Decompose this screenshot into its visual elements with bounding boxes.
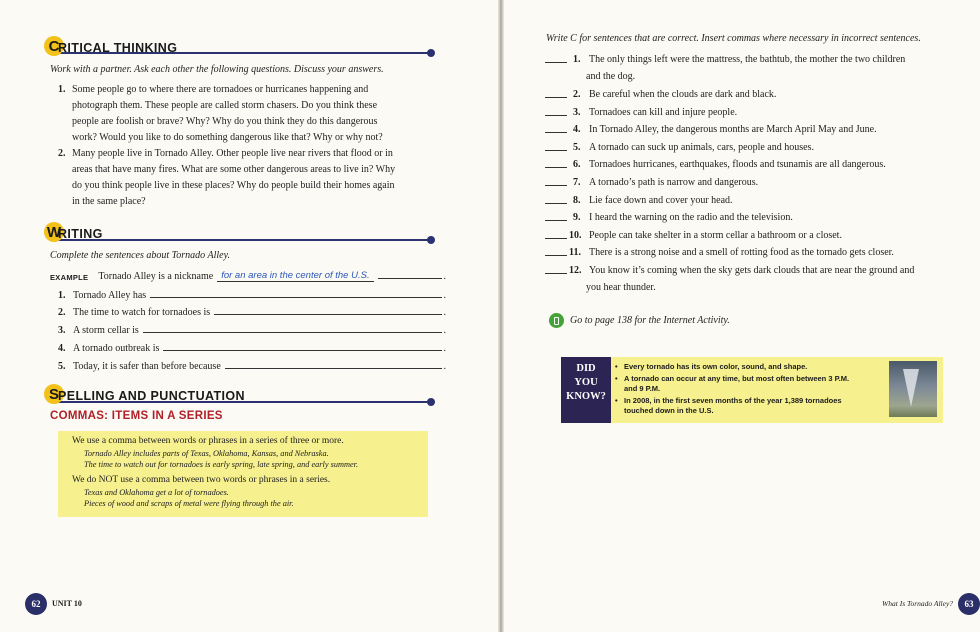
answer-line[interactable] — [225, 368, 442, 369]
item-number: 5. — [573, 142, 581, 153]
question-1 — [58, 82, 452, 146]
item-text: I heard the warning on the radio and the television. — [589, 212, 793, 223]
sentence-item-5 — [545, 139, 950, 157]
section-rule — [52, 239, 432, 241]
writing-heading — [44, 222, 103, 242]
answer-blank[interactable] — [545, 192, 567, 204]
sentence-item-3 — [545, 104, 950, 122]
question-line: areas that have many fires. What are some other dangerous areas to live in? Why — [72, 164, 396, 175]
answer-blank[interactable] — [545, 139, 567, 151]
spelling-heading — [44, 384, 245, 404]
fact-item: • Every tornado has its own color, sound, and shape. — [624, 362, 864, 372]
item-number: 7. — [573, 177, 581, 188]
example-answer: for an area in the center of the U.S. — [217, 270, 373, 282]
question-line: photograph them. These people are called storm chasers. Do you think these — [72, 100, 378, 111]
item-number: 4. — [573, 124, 581, 135]
sentence-item-12 — [545, 262, 950, 280]
right-instruction: Write C for sentences that are correct. Insert commas where necessary in incorrect sentences. — [546, 33, 921, 44]
chapter-footer: What Is Tornado Alley? — [882, 599, 954, 608]
rule-example: Tornado Alley includes parts of Texas, Oklahoma, Kansas, and Nebraska. — [84, 449, 329, 458]
answer-line[interactable] — [163, 350, 441, 351]
sentence-item-10 — [545, 227, 950, 245]
item-continuation: you hear thunder. — [586, 282, 656, 293]
writing-item-5: 5. Today, it is safer than before because . — [58, 361, 446, 372]
item-number: 9. — [573, 212, 581, 223]
question-line: Many people live in Tornado Alley. Other people live near rivers that flood or in — [72, 148, 393, 159]
item-number: 8. — [573, 195, 581, 206]
item-text: The time to watch for tornadoes is — [73, 307, 211, 318]
item-text: Today, it is safer than before because — [73, 361, 221, 372]
rule-text: We use a comma between words or phrases in a series of three or more. — [72, 436, 344, 446]
sentence-item-6 — [545, 156, 950, 174]
sentence-item-2 — [545, 86, 950, 104]
item-continuation: and the dog. — [586, 71, 636, 82]
item-text: Be careful when the clouds are dark and black. — [589, 89, 777, 100]
did-you-know-line: DID — [576, 363, 596, 374]
book-gutter — [498, 0, 504, 632]
item-number: 1. — [573, 54, 581, 65]
heading-initial: W — [44, 222, 64, 242]
answer-blank[interactable] — [545, 51, 567, 63]
item-number: 4. — [58, 343, 66, 354]
question-2 — [58, 146, 452, 210]
heading-text: PELLING AND PUNCTUATION — [58, 389, 245, 403]
rule-text: We do NOT use a comma between two words or phrases in a series. — [72, 475, 331, 485]
answer-blank[interactable] — [545, 209, 567, 221]
heading-initial: S — [44, 384, 64, 404]
answer-blank[interactable] — [545, 244, 567, 256]
item-text: People can take shelter in a storm cellar a bathroom or a closet. — [589, 230, 842, 241]
item-text: A storm cellar is — [73, 325, 139, 336]
item-text: You know it’s coming when the sky gets dark clouds that are near the ground and — [589, 265, 915, 276]
item-number: 11. — [569, 247, 581, 258]
answer-blank[interactable] — [545, 86, 567, 98]
item-text: A tornado outbreak is — [73, 343, 160, 354]
question-line: do you think people live in these places? Why do people build their homes again — [72, 180, 395, 191]
item-number: 12. — [569, 265, 582, 276]
example-label: EXAMPLE — [50, 273, 89, 282]
question-line: Some people go to where there are tornadoes or hurricanes happening and — [72, 84, 369, 95]
did-you-know-label — [561, 357, 611, 423]
item-number: 5. — [58, 361, 66, 372]
question-line: in the same place? — [72, 196, 146, 207]
sentence-item-11 — [545, 244, 950, 262]
heading-initial: C — [44, 36, 64, 56]
question-line: people are foolish or brave? Why? Why do you think they do this dangerous — [72, 116, 378, 127]
item-number: 2. — [58, 307, 66, 318]
answer-line[interactable] — [214, 314, 441, 315]
heading-text: RITICAL THINKING — [58, 41, 178, 55]
writing-item-2: 2. The time to watch for tornadoes is . — [58, 307, 446, 318]
unit-footer: UNIT 10 — [52, 599, 82, 608]
rule-example: Texas and Oklahoma get a lot of tornadoes. — [84, 488, 229, 497]
fact-item: • In 2008, in the first seven months of the year 1,389 tornadoes touched down in the U.S. — [624, 396, 864, 415]
answer-blank[interactable] — [545, 156, 567, 168]
item-number: 3. — [573, 107, 581, 118]
tornado-photo — [889, 361, 937, 417]
internet-activity-text: Go to page 138 for the Internet Activity. — [570, 315, 730, 326]
writing-item-4: 4. A tornado outbreak is . — [58, 343, 446, 354]
item-number: 2. — [573, 89, 581, 100]
answer-line[interactable] — [143, 332, 442, 333]
answer-blank[interactable] — [545, 121, 567, 133]
answer-blank[interactable] — [545, 174, 567, 186]
item-text: There is a strong noise and a smell of rotting food as the tornado gets closer. — [589, 247, 894, 258]
answer-line[interactable] — [150, 297, 441, 298]
item-text: Tornado Alley has — [73, 290, 147, 301]
writing-item-1: 1. Tornado Alley has . — [58, 290, 446, 301]
writing-instruction: Complete the sentences about Tornado Alley. — [50, 250, 230, 261]
item-text: Tornadoes hurricanes, earthquakes, floods and tsunamis are all dangerous. — [589, 159, 886, 170]
item-text: In Tornado Alley, the dangerous months are March April May and June. — [589, 124, 877, 135]
writing-item-3: 3. A storm cellar is . — [58, 325, 446, 336]
fact-item: • A tornado can occur at any time, but most often between 3 P.M. and 9 P.M. — [624, 374, 864, 393]
question-number: 2. — [58, 148, 66, 159]
heading-text: RITING — [58, 227, 103, 241]
item-text: The only things left were the mattress, the bathtub, the mother the two children — [589, 54, 906, 65]
item-number: 3. — [58, 325, 66, 336]
did-you-know-line: KNOW? — [566, 391, 606, 402]
question-number: 1. — [58, 84, 66, 95]
example-row: EXAMPLE Tornado Alley is a nickname for an area in the center of the U.S. . — [50, 270, 446, 282]
did-you-know-line: YOU — [574, 377, 598, 388]
example-text: Tornado Alley is a nickname — [98, 271, 214, 282]
item-number: 10. — [569, 230, 582, 241]
sentence-item-9 — [545, 209, 950, 227]
internet-activity-icon — [549, 313, 564, 328]
rule-example: The time to watch out for tornadoes is early spring, late spring, and early summer. — [84, 460, 359, 469]
item-number: 1. — [58, 290, 66, 301]
item-text: Tornadoes can kill and injure people. — [589, 107, 738, 118]
item-number: 6. — [573, 159, 581, 170]
item-text: A tornado can suck up animals, cars, people and houses. — [589, 142, 814, 153]
critical-instruction: Work with a partner. Ask each other the following questions. Discuss your answers. — [50, 64, 384, 75]
sentence-item-1 — [545, 51, 950, 69]
answer-blank[interactable] — [545, 262, 567, 274]
item-text: Lie face down and cover your head. — [589, 195, 733, 206]
critical-thinking-heading — [44, 36, 177, 56]
answer-line — [378, 278, 442, 279]
item-text: A tornado’s path is narrow and dangerous. — [589, 177, 759, 188]
sentence-item-7 — [545, 174, 950, 192]
page-number-right: 63 — [958, 593, 980, 615]
answer-blank[interactable] — [545, 227, 567, 239]
question-line: work? Would you like to do something dangerous like that? Why or why not? — [72, 132, 383, 143]
sentence-item-8 — [545, 192, 950, 210]
rule-example: Pieces of wood and scraps of metal were flying through the air. — [84, 499, 294, 508]
commas-subheading: COMMAS: ITEMS IN A SERIES — [50, 410, 223, 422]
page-number-left: 62 — [25, 593, 47, 615]
sentence-item-4 — [545, 121, 950, 139]
answer-blank[interactable] — [545, 104, 567, 116]
